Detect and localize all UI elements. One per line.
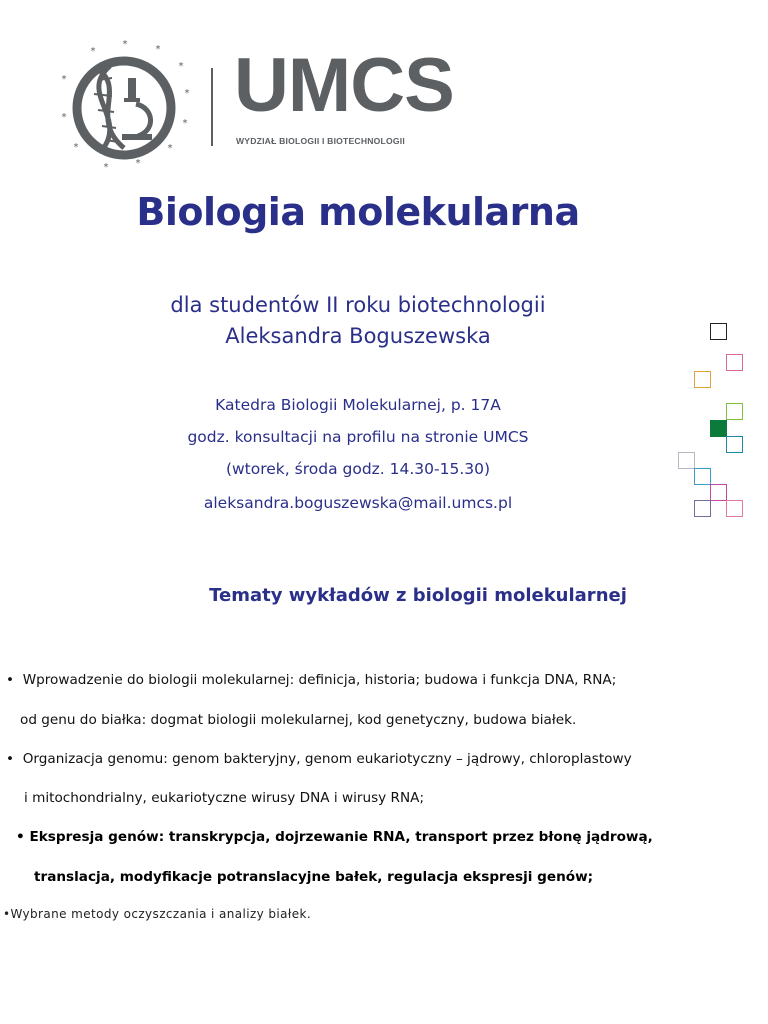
consultation-info: godz. konsultacji na profilu na stronie UMCS bbox=[187, 428, 529, 446]
square-icon bbox=[694, 371, 711, 388]
square-icon bbox=[710, 323, 727, 340]
square-icon bbox=[726, 354, 743, 371]
square-icon bbox=[726, 403, 743, 420]
topic-item-2 bbox=[6, 751, 632, 767]
square-icon bbox=[694, 468, 711, 485]
umcs-logo bbox=[58, 38, 458, 170]
topic-2-line-2: i mitochondrialny, eukariotyczne wirusy DNA i wirusy RNA; bbox=[24, 790, 425, 806]
decorative-squares bbox=[676, 320, 766, 520]
logo-emblem-icon bbox=[58, 38, 208, 170]
square-icon bbox=[726, 500, 743, 517]
svg-text:*: * bbox=[90, 46, 96, 57]
svg-text:*: * bbox=[122, 39, 128, 50]
logo-divider bbox=[211, 68, 213, 146]
square-icon bbox=[710, 484, 727, 501]
topic-1-line-1: Wprowadzenie do biologii molekularnej: definicja, historia; budowa i funkcja DNA, RNA; bbox=[22, 672, 617, 688]
svg-text:*: * bbox=[155, 44, 161, 55]
topic-4-text: Wybrane metody oczyszczania i analizy białek. bbox=[10, 907, 312, 921]
topic-3-line-1: Ekspresja genów: transkrypcja, dojrzewanie RNA, transport przez błonę jądrową, bbox=[29, 829, 653, 845]
topic-item-1 bbox=[6, 672, 616, 688]
svg-text:*: * bbox=[167, 143, 173, 154]
course-subtitle: dla studentów II roku biotechnologii bbox=[170, 293, 546, 317]
svg-text:*: * bbox=[135, 158, 141, 169]
topics-heading: Tematy wykładów z biologii molekularnej bbox=[209, 585, 627, 606]
svg-text:*: * bbox=[73, 142, 79, 153]
svg-text:*: * bbox=[178, 61, 184, 72]
bullet: • bbox=[6, 751, 15, 767]
lecturer-name: Aleksandra Boguszewska bbox=[225, 324, 491, 348]
topic-2-line-1: Organizacja genomu: genom bakteryjny, genom eukariotyczny – jądrowy, chloroplastowy bbox=[22, 751, 632, 767]
topic-item-4 bbox=[3, 907, 311, 921]
square-icon bbox=[678, 452, 695, 469]
svg-text:*: * bbox=[61, 112, 67, 123]
bullet: • bbox=[16, 829, 25, 845]
square-icon bbox=[710, 420, 727, 437]
svg-text:*: * bbox=[184, 88, 190, 99]
email-link[interactable]: aleksandra.boguszewska@mail.umcs.pl bbox=[203, 494, 513, 512]
topic-3-line-2: translacja, modyfikacje potranslacyjne bałek, regulacja ekspresji genów; bbox=[34, 869, 594, 885]
bullet: • bbox=[6, 672, 15, 688]
square-icon bbox=[726, 436, 743, 453]
consultation-hours: (wtorek, środa godz. 14.30-15.30) bbox=[225, 460, 491, 478]
logo-subtitle: WYDZIAŁ BIOLOGII I BIOTECHNOLOGII bbox=[236, 136, 405, 146]
svg-text:*: * bbox=[61, 74, 67, 85]
topic-item-3 bbox=[16, 829, 653, 845]
department-info: Katedra Biologii Molekularnej, p. 17A bbox=[215, 396, 501, 414]
svg-text:*: * bbox=[182, 118, 188, 129]
logo-wordmark: UMCS bbox=[234, 43, 454, 128]
bullet: • bbox=[3, 907, 11, 921]
page-title: Biologia molekularna bbox=[136, 190, 580, 234]
svg-text:*: * bbox=[103, 162, 109, 170]
topic-1-line-2: od genu do białka: dogmat biologii molekularnej, kod genetyczny, budowa białek. bbox=[20, 712, 577, 728]
square-icon bbox=[694, 500, 711, 517]
